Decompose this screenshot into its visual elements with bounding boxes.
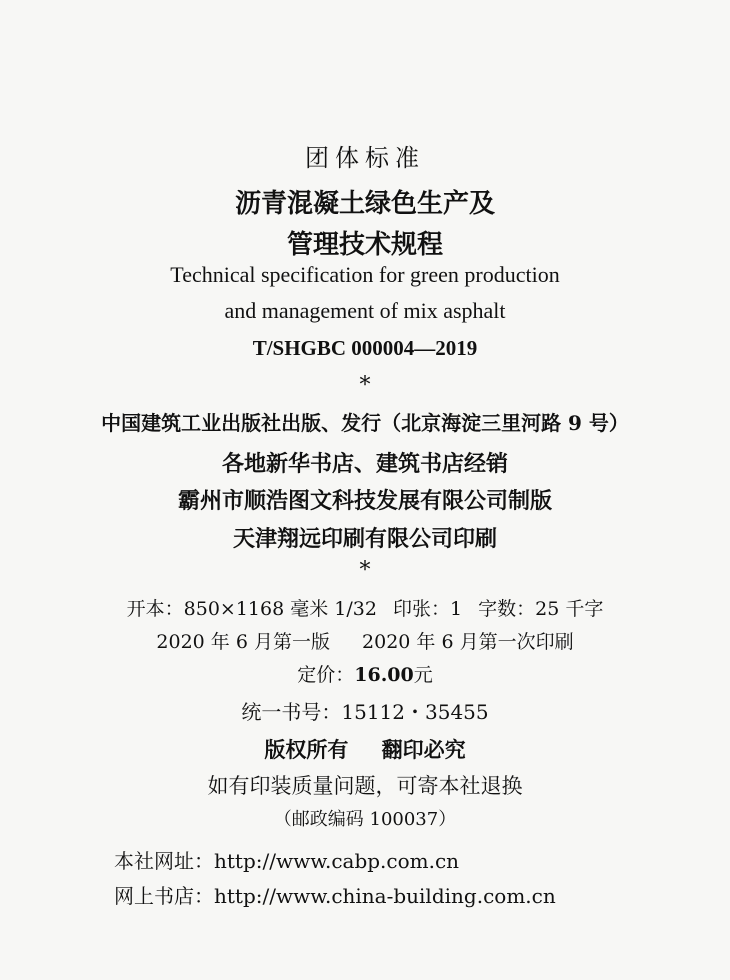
title-en-line1: Technical specification for green production	[170, 262, 560, 287]
edition-line	[0, 627, 730, 654]
bookstore-line	[114, 880, 714, 909]
price-line	[0, 660, 730, 687]
price-label: 定价：	[297, 664, 355, 686]
printer-line: 天津翔远印刷有限公司印刷	[232, 526, 497, 552]
sheets-spec: 印张：1	[392, 598, 463, 620]
price-unit: 元	[413, 664, 433, 686]
separator-star: *	[359, 373, 371, 398]
bookstore-label: 网上书店：	[114, 884, 214, 908]
website-label: 本社网址：	[114, 849, 214, 873]
specs-line	[0, 594, 730, 621]
first-printing: 2020 年 6 月第一次印刷	[362, 631, 574, 653]
title-cn-line2: 管理技术规程	[286, 230, 443, 260]
first-edition: 2020 年 6 月第一版	[156, 631, 330, 653]
word-count-spec: 字数：25 千字	[478, 598, 604, 620]
title-cn-line1: 沥青混凝土绿色生产及	[234, 189, 495, 219]
title-en-line2: and management of mix asphalt	[224, 298, 506, 323]
website-line	[114, 845, 714, 874]
distributor-line: 各地新华书店、建筑书店经销	[221, 451, 508, 477]
standard-code: T/SHGBC 000004—2019	[252, 336, 478, 360]
separator-star: *	[359, 558, 371, 583]
all-rights-reserved: 版权所有	[264, 738, 349, 762]
bookstore-url: http://www.china-building.com.cn	[214, 884, 556, 908]
series-label: 团体标准	[305, 144, 425, 172]
price-value: 16.00	[354, 664, 414, 686]
website-url: http://www.cabp.com.cn	[214, 849, 460, 873]
publisher-line: 中国建筑工业出版社出版、发行（北京海淀三里河路 9 号）	[101, 411, 629, 435]
format-spec: 开本：850×1168 毫米 1/32	[126, 598, 377, 620]
rights-line	[0, 734, 730, 764]
plate-maker-line: 霸州市顺浩图文科技发展有限公司制版	[177, 488, 552, 514]
postal-code: （邮政编码 100037）	[273, 809, 457, 830]
book-number: 统一书号：15112・35455	[241, 700, 489, 724]
no-copy-notice: 翻印必究	[381, 738, 466, 762]
return-notice: 如有印装质量问题，可寄本社退换	[207, 774, 523, 798]
